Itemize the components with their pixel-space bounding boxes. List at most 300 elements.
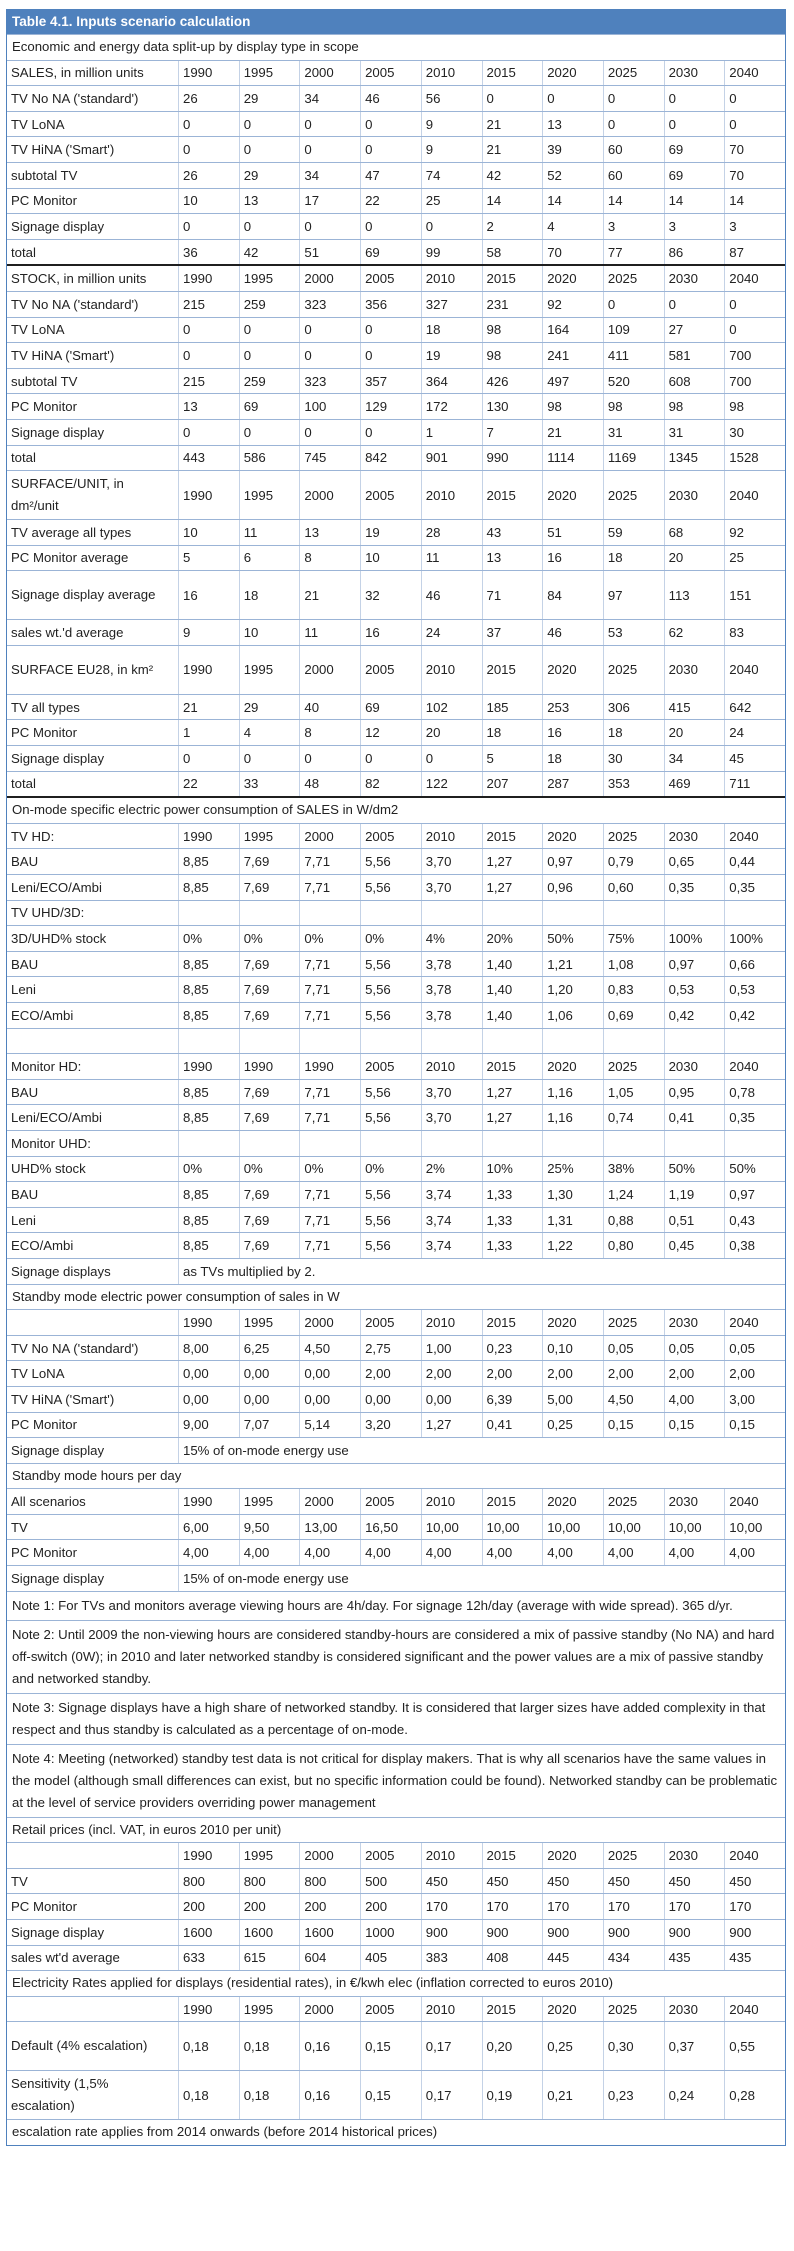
table-cell: 0 — [664, 112, 725, 137]
table-cell: 19 — [421, 343, 482, 368]
table-cell: 4 — [542, 214, 603, 239]
table-cell: 586 — [239, 446, 300, 471]
table-cell: 0,35 — [664, 875, 725, 900]
table-cell: 69 — [239, 394, 300, 419]
table-row — [7, 264, 785, 291]
table-row — [7, 470, 785, 519]
table-cell — [299, 901, 360, 926]
table-row — [7, 771, 785, 797]
table-cell: 31 — [603, 420, 664, 445]
table-cell: 0,79 — [603, 849, 664, 874]
table-cell: 4,00 — [664, 1540, 725, 1565]
table-row — [7, 85, 785, 111]
table-cell: 1995 — [239, 266, 300, 291]
table-cell: 0,00 — [178, 1361, 239, 1386]
table-cell: 0 — [664, 292, 725, 317]
table-cell: 22 — [360, 189, 421, 214]
table-cell: 10 — [178, 189, 239, 214]
table-cell: 1,40 — [482, 977, 543, 1002]
table-cell: 129 — [360, 394, 421, 419]
table-cell — [603, 1029, 664, 1054]
table-cell: 10,00 — [724, 1515, 785, 1540]
table-cell: 92 — [724, 520, 785, 545]
table-cell: 2,00 — [664, 1361, 725, 1386]
table-cell: 0 — [421, 214, 482, 239]
table-row — [7, 1002, 785, 1028]
table-cell: 0 — [178, 343, 239, 368]
table-cell — [664, 1131, 725, 1156]
table-row — [7, 1868, 785, 1894]
table-cell: 7,71 — [299, 1080, 360, 1105]
table-cell: 7,71 — [299, 1105, 360, 1130]
row-label: SURFACE/UNIT, in dm²/unit — [11, 476, 124, 514]
table-row — [7, 694, 785, 720]
table-cell: 711 — [724, 772, 785, 797]
table-cell: 0,30 — [603, 2022, 664, 2070]
row-label: TV No NA ('standard') — [11, 296, 139, 312]
section-header-row: On-mode specific electric power consumption of SALES in W/dm2 — [7, 796, 785, 823]
table-cell: 10,00 — [603, 1515, 664, 1540]
table-cell: 2040 — [724, 61, 785, 86]
table-row — [7, 1258, 785, 1284]
table-cell: 18 — [421, 318, 482, 343]
row-label: TV No NA ('standard') — [11, 90, 139, 106]
table-cell: 4,50 — [299, 1336, 360, 1361]
table-cell: 2015 — [482, 266, 543, 291]
table-cell: 1995 — [239, 1310, 300, 1335]
table-cell: 46 — [360, 86, 421, 111]
table-cell: 443 — [178, 446, 239, 471]
table-cell: 215 — [178, 292, 239, 317]
table-cell: 2020 — [542, 1843, 603, 1868]
table-cell: 1,05 — [603, 1080, 664, 1105]
table-cell: 2005 — [360, 61, 421, 86]
row-label: subtotal TV — [11, 373, 78, 389]
table-cell — [724, 1131, 785, 1156]
table-cell: 7,71 — [299, 952, 360, 977]
table-cell: 0,28 — [724, 2071, 785, 2119]
table-cell: 2,75 — [360, 1336, 421, 1361]
table-cell: 0,97 — [724, 1182, 785, 1207]
table-cell: 10 — [360, 546, 421, 571]
table-cell: 62 — [664, 620, 725, 645]
table-cell: 2000 — [299, 61, 360, 86]
table-cell: 0,21 — [542, 2071, 603, 2119]
table-cell: 900 — [482, 1920, 543, 1945]
table-cell: 2010 — [421, 266, 482, 291]
table-cell: 357 — [360, 369, 421, 394]
table-cell: 14 — [603, 189, 664, 214]
table-cell: 33 — [239, 772, 300, 797]
table-cell: 0,15 — [664, 1413, 725, 1438]
table-cell: 0 — [664, 86, 725, 111]
table-cell: 800 — [239, 1869, 300, 1894]
table-title: Table 4.1. Inputs scenario calculation — [7, 10, 785, 34]
table-cell: 100 — [299, 394, 360, 419]
table-cell: 98 — [482, 343, 543, 368]
table-cell: 5,56 — [360, 977, 421, 1002]
table-cell: 2020 — [542, 61, 603, 86]
table-cell: 1,22 — [542, 1233, 603, 1258]
row-label: TV HD: — [11, 828, 55, 844]
table-cell: 1,27 — [482, 849, 543, 874]
table-row — [7, 848, 785, 874]
table-cell: 97 — [603, 571, 664, 619]
table-cell: 4,00 — [664, 1387, 725, 1412]
table-cell: 745 — [299, 446, 360, 471]
table-cell: 2030 — [664, 1489, 725, 1514]
table-cell: 170 — [482, 1894, 543, 1919]
table-cell — [482, 1029, 543, 1054]
table-cell: 5,56 — [360, 952, 421, 977]
table-cell: 3,74 — [421, 1182, 482, 1207]
table-cell — [178, 901, 239, 926]
table-cell: 469 — [664, 772, 725, 797]
table-cell: 48 — [299, 772, 360, 797]
table-cell: 2005 — [360, 646, 421, 694]
table-cell: 18 — [482, 720, 543, 745]
row-label: PC Monitor — [11, 1417, 77, 1433]
table-cell: 450 — [542, 1869, 603, 1894]
table-row — [7, 239, 785, 265]
table-cell: 11 — [239, 520, 300, 545]
table-cell: 51 — [299, 240, 360, 265]
table-cell: 0,95 — [664, 1080, 725, 1105]
table-cell: 3 — [724, 214, 785, 239]
table-cell: 1,33 — [482, 1233, 543, 1258]
table-cell: 102 — [421, 695, 482, 720]
table-cell: 2% — [421, 1157, 482, 1182]
row-label: UHD% stock — [11, 1161, 86, 1177]
table-cell: 2040 — [724, 1843, 785, 1868]
note-row: Note 1: For TVs and monitors average viewing hours are 4h/day. For signage 12h/day (average with wide spread). 365 d/yr. — [7, 1591, 785, 1620]
table-cell: 0,66 — [724, 952, 785, 977]
table-cell: 1990 — [299, 1054, 360, 1079]
table-cell: 7,69 — [239, 875, 300, 900]
table-cell: 7,69 — [239, 952, 300, 977]
table-cell: 7,07 — [239, 1413, 300, 1438]
table-cell: 2010 — [421, 61, 482, 86]
table-row — [7, 1309, 785, 1335]
table-cell: 19 — [360, 520, 421, 545]
table-cell: 435 — [724, 1946, 785, 1971]
row-label: total — [11, 776, 36, 792]
table-cell: 2000 — [299, 1997, 360, 2022]
row-label: Signage displays — [11, 1263, 111, 1279]
table-cell: 2020 — [542, 471, 603, 519]
table-cell — [542, 1029, 603, 1054]
table-cell: 608 — [664, 369, 725, 394]
table-cell: 68 — [664, 520, 725, 545]
table-row — [7, 745, 785, 771]
table-cell — [239, 901, 300, 926]
table-cell: 615 — [239, 1946, 300, 1971]
table-cell: 113 — [664, 571, 725, 619]
table-cell: 8,85 — [178, 1003, 239, 1028]
table-row — [7, 1207, 785, 1233]
table-cell: 16,50 — [360, 1515, 421, 1540]
table-cell: 0,35 — [724, 1105, 785, 1130]
table-cell: 56 — [421, 86, 482, 111]
table-cell: 8,85 — [178, 849, 239, 874]
table-cell: 10,00 — [482, 1515, 543, 1540]
table-cell: 364 — [421, 369, 482, 394]
table-cell: 0,25 — [542, 1413, 603, 1438]
table-cell: 4,00 — [542, 1540, 603, 1565]
table-cell — [542, 1131, 603, 1156]
table-cell: 170 — [542, 1894, 603, 1919]
table-row — [7, 1919, 785, 1945]
table-cell: 2015 — [482, 1489, 543, 1514]
table-row — [7, 1514, 785, 1540]
table-cell: 12 — [360, 720, 421, 745]
table-cell: 7,69 — [239, 1105, 300, 1130]
table-cell: 6,00 — [178, 1515, 239, 1540]
table-cell: 83 — [724, 620, 785, 645]
section-header-row: escalation rate applies from 2014 onwards (before 2014 historical prices) — [7, 2119, 785, 2145]
table-cell: 0,24 — [664, 2071, 725, 2119]
section-header-row: Electricity Rates applied for displays (residential rates), in €/kwh elec (inflation corrected to euros 2010) — [7, 1970, 785, 1996]
table-row — [7, 136, 785, 162]
table-cell: 0 — [239, 214, 300, 239]
table-cell: 0 — [360, 420, 421, 445]
table-row — [7, 1565, 785, 1591]
row-label — [7, 1997, 178, 2022]
table-cell — [421, 1029, 482, 1054]
table-cell: 901 — [421, 446, 482, 471]
table-cell: 200 — [178, 1894, 239, 1919]
table-row — [7, 1996, 785, 2022]
table-cell: 0 — [299, 318, 360, 343]
table-cell: 2040 — [724, 1997, 785, 2022]
table-row — [7, 213, 785, 239]
table-cell: 2010 — [421, 1843, 482, 1868]
table-cell: 0,00 — [421, 1387, 482, 1412]
table-cell: 87 — [724, 240, 785, 265]
table-cell: 2015 — [482, 61, 543, 86]
table-cell: 327 — [421, 292, 482, 317]
table-cell: 1995 — [239, 1843, 300, 1868]
table-cell: 11 — [299, 620, 360, 645]
table-row — [7, 1079, 785, 1105]
table-cell: 3,70 — [421, 1105, 482, 1130]
table-cell: 2015 — [482, 471, 543, 519]
table-cell: 2030 — [664, 1310, 725, 1335]
table-cell: 0,83 — [603, 977, 664, 1002]
table-row — [7, 1181, 785, 1207]
table-cell — [299, 1029, 360, 1054]
table-row — [7, 60, 785, 86]
note-row: Note 2: Until 2009 the non-viewing hours are considered standby-hours are considered a mix of passive standby (No NA) and hard off-switch (0W); in 2010 and later networked standby is considered significant and the power values are a mix of passive standby and networked standby. — [7, 1620, 785, 1693]
row-label: Signage display — [11, 1570, 105, 1586]
table-cell: 16 — [178, 571, 239, 619]
table-cell: 27 — [664, 318, 725, 343]
table-cell: 6,25 — [239, 1336, 300, 1361]
table-cell: 5,56 — [360, 1003, 421, 1028]
row-label: total — [11, 244, 36, 260]
table-cell: 3,74 — [421, 1233, 482, 1258]
table-cell: 2 — [482, 214, 543, 239]
row-label: TV LoNA — [11, 1366, 65, 1382]
table-cell: 2030 — [664, 646, 725, 694]
table-cell: 8,85 — [178, 977, 239, 1002]
table-cell: 0% — [239, 1157, 300, 1182]
table-row — [7, 719, 785, 745]
table-cell: 9 — [421, 112, 482, 137]
table-cell: 2000 — [299, 1489, 360, 1514]
table-row — [7, 570, 785, 619]
table-cell: 2010 — [421, 471, 482, 519]
table-cell: 77 — [603, 240, 664, 265]
table-cell: 170 — [421, 1894, 482, 1919]
table-cell: 7,71 — [299, 1233, 360, 1258]
table-cell: 0,05 — [603, 1336, 664, 1361]
table-row — [7, 419, 785, 445]
table-cell: 7,69 — [239, 1182, 300, 1207]
table-cell: 151 — [724, 571, 785, 619]
row-label: TV LoNA — [11, 116, 65, 132]
table-cell: 2005 — [360, 1997, 421, 2022]
table-cell: 75% — [603, 926, 664, 951]
table-cell: 122 — [421, 772, 482, 797]
table-cell: 7,69 — [239, 1080, 300, 1105]
table-cell: 3,70 — [421, 849, 482, 874]
table-cell: 0,00 — [178, 1387, 239, 1412]
table-cell: 900 — [664, 1920, 725, 1945]
table-cell: 20% — [482, 926, 543, 951]
table-cell: 1,33 — [482, 1208, 543, 1233]
table-cell: 0 — [603, 292, 664, 317]
table-cell: 8,85 — [178, 1233, 239, 1258]
row-note-cell: as TVs multiplied by 2. — [178, 1259, 785, 1284]
table-cell: 170 — [724, 1894, 785, 1919]
table-cell: 21 — [482, 112, 543, 137]
table-cell: 0,10 — [542, 1336, 603, 1361]
table-cell: 2040 — [724, 266, 785, 291]
table-cell: 5,56 — [360, 1105, 421, 1130]
table-cell: 604 — [299, 1946, 360, 1971]
table-cell: 0 — [542, 86, 603, 111]
table-cell: 3,78 — [421, 1003, 482, 1028]
table-row — [7, 1104, 785, 1130]
table-cell: 0,97 — [542, 849, 603, 874]
table-cell — [421, 901, 482, 926]
table-cell: 20 — [664, 546, 725, 571]
table-cell: 520 — [603, 369, 664, 394]
table-cell: 356 — [360, 292, 421, 317]
section-header-row: Retail prices (incl. VAT, in euros 2010 per unit) — [7, 1817, 785, 1843]
table-cell: 21 — [482, 137, 543, 162]
table-cell: 0 — [603, 112, 664, 137]
table-cell: 2,00 — [542, 1361, 603, 1386]
table-cell: 0,35 — [724, 875, 785, 900]
table-cell: 2040 — [724, 1054, 785, 1079]
table-cell: 0 — [299, 137, 360, 162]
table-cell: 445 — [542, 1946, 603, 1971]
table-cell: 0,15 — [360, 2071, 421, 2119]
row-label: Signage display — [11, 750, 105, 766]
row-label: Leni — [11, 1212, 36, 1228]
row-label: TV — [11, 1873, 28, 1889]
table-cell: 24 — [724, 720, 785, 745]
table-cell — [664, 901, 725, 926]
table-cell: 0,20 — [482, 2022, 543, 2070]
table-row — [7, 1130, 785, 1156]
table-cell: 16 — [542, 546, 603, 571]
table-cell: 2005 — [360, 824, 421, 849]
row-label: All scenarios — [11, 1494, 86, 1510]
table-cell: 4,00 — [421, 1540, 482, 1565]
table-cell: 82 — [360, 772, 421, 797]
table-cell — [664, 1029, 725, 1054]
table-cell: 0 — [421, 746, 482, 771]
table-cell: 0,43 — [724, 1208, 785, 1233]
table-cell: 0 — [239, 420, 300, 445]
table-cell: 3,20 — [360, 1413, 421, 1438]
table-cell: 4% — [421, 926, 482, 951]
table-cell: 1528 — [724, 446, 785, 471]
row-label: Leni/ECO/Ambi — [11, 1110, 102, 1126]
row-label — [7, 1029, 178, 1054]
table-cell: 0 — [603, 86, 664, 111]
table-cell: 0,97 — [664, 952, 725, 977]
table-cell: 0,60 — [603, 875, 664, 900]
table-cell: 46 — [421, 571, 482, 619]
table-cell: 2025 — [603, 61, 664, 86]
table-cell: 0,88 — [603, 1208, 664, 1233]
table-cell: 0,25 — [542, 2022, 603, 2070]
table-cell: 21 — [542, 420, 603, 445]
table-cell: 4,50 — [603, 1387, 664, 1412]
table-cell: 59 — [603, 520, 664, 545]
table-cell: 2005 — [360, 266, 421, 291]
table-cell: 0,23 — [482, 1336, 543, 1361]
table-cell: 1600 — [299, 1920, 360, 1945]
table-cell: 1,33 — [482, 1182, 543, 1207]
table-cell: 1,27 — [482, 1080, 543, 1105]
table-row — [7, 2021, 785, 2070]
table-cell: 287 — [542, 772, 603, 797]
table-row — [7, 619, 785, 645]
table-cell — [603, 1131, 664, 1156]
table-cell: 0,00 — [239, 1361, 300, 1386]
table-row — [7, 368, 785, 394]
table-cell: 25% — [542, 1157, 603, 1182]
table-cell: 2025 — [603, 1489, 664, 1514]
table-cell: 990 — [482, 446, 543, 471]
table-cell: 5 — [178, 546, 239, 571]
table-cell: 37 — [482, 620, 543, 645]
table-cell: 10 — [178, 520, 239, 545]
table-cell: 0 — [178, 318, 239, 343]
table-cell: 29 — [239, 163, 300, 188]
table-cell: 8,85 — [178, 1208, 239, 1233]
table-cell: 2010 — [421, 1310, 482, 1335]
table-cell: 2025 — [603, 471, 664, 519]
table-cell — [239, 1131, 300, 1156]
table-cell: 0 — [724, 86, 785, 111]
table-cell: 0 — [178, 746, 239, 771]
table-cell: 0 — [299, 420, 360, 445]
table-row — [7, 342, 785, 368]
table-cell: 1,30 — [542, 1182, 603, 1207]
table-cell: 99 — [421, 240, 482, 265]
table-cell: 411 — [603, 343, 664, 368]
table-cell: 84 — [542, 571, 603, 619]
table-cell: 0,51 — [664, 1208, 725, 1233]
table-cell: 231 — [482, 292, 543, 317]
table-cell: 13 — [542, 112, 603, 137]
